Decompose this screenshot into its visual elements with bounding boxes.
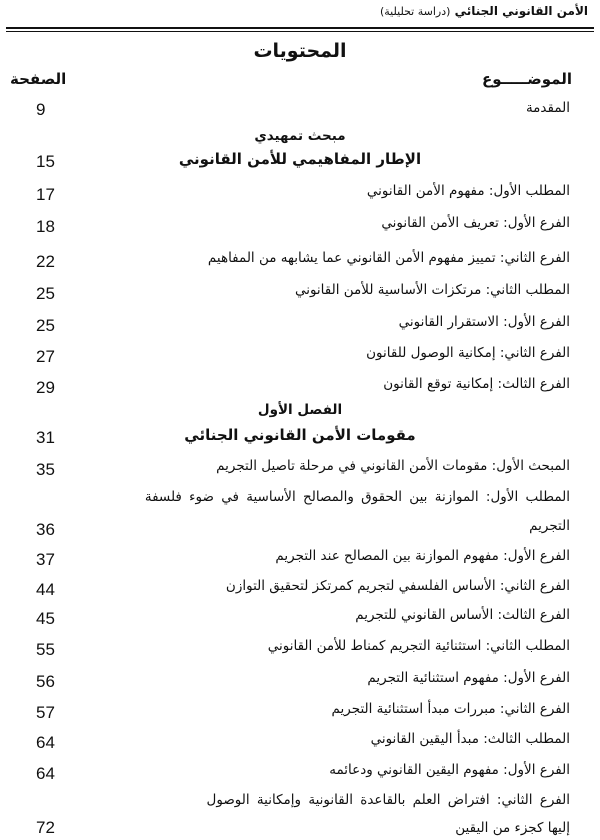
- toc-page-number: 22: [36, 252, 55, 271]
- column-header-page: الصفحة: [10, 70, 67, 88]
- toc-page-number: 15: [36, 152, 55, 171]
- toc-title: المحتويات: [253, 40, 347, 62]
- toc-entry-continued[interactable]: إليها كجزء من اليقين: [455, 820, 570, 836]
- toc-page-number: 44: [36, 580, 55, 599]
- toc-entry[interactable]: الفرع الأول: مفهوم الموازنة بين المصالح عند التجريم: [275, 548, 570, 564]
- running-header: [380, 4, 588, 18]
- toc-entry[interactable]: المطلب الثالث: مبدأ اليقين القانوني: [370, 731, 570, 747]
- toc-page-number: 25: [36, 284, 55, 303]
- toc-page-number: 31: [36, 428, 55, 447]
- toc-page-number: 45: [36, 609, 55, 628]
- toc-entry[interactable]: الفرع الأول: مفهوم اليقين القانوني ودعائمه: [329, 762, 570, 778]
- header-divider-thin: [6, 31, 594, 32]
- header-divider: [6, 27, 594, 29]
- toc-entry[interactable]: المطلب الأول: مفهوم الأمن القانوني: [366, 183, 570, 199]
- column-header-subject: الموضـــــوع: [481, 70, 572, 88]
- chapter-heading: الفصل الأول: [257, 402, 343, 418]
- toc-page-number: 64: [36, 764, 55, 783]
- toc-page-number: 17: [36, 185, 55, 204]
- chapter-heading[interactable]: مقومات الأمن القانوني الجنائي: [184, 426, 416, 444]
- toc-page-number: 64: [36, 733, 55, 752]
- toc-entry[interactable]: المطلب الأول: الموازنة بين الحقوق والمصالح الأساسية في ضوء فلسفة: [144, 489, 570, 505]
- toc-entry[interactable]: المطلب الثاني: مرتكزات الأساسية للأمن القانوني: [294, 282, 570, 298]
- toc-entry[interactable]: الفرع الثاني: افتراض العلم بالقاعدة القانونية وإمكانية الوصول: [206, 792, 570, 808]
- toc-page-number: 36: [36, 520, 55, 539]
- toc-entry-continued[interactable]: التجريم: [529, 518, 570, 534]
- toc-entry[interactable]: الفرع الثالث: إمكانية توقع القانون: [383, 376, 570, 392]
- toc-entry[interactable]: الفرع الثاني: تمييز مفهوم الأمن القانوني عما يشابهه من المفاهيم: [207, 250, 570, 266]
- toc-page-number: 56: [36, 672, 55, 691]
- toc-page-number: 37: [36, 550, 55, 569]
- toc-page-number: 55: [36, 640, 55, 659]
- toc-entry[interactable]: المقدمة: [525, 100, 570, 116]
- toc-page-number: 29: [36, 378, 55, 397]
- toc-entry[interactable]: المبحث الأول: مقومات الأمن القانوني في مرحلة تاصيل التجريم: [216, 458, 570, 474]
- toc-entry[interactable]: المطلب الثاني: استثنائية التجريم كمناط للأمن القانوني: [267, 638, 570, 654]
- toc-entry[interactable]: الفرع الأول: تعريف الأمن القانوني: [381, 215, 570, 231]
- book-subtitle: (دراسة تحليلية): [379, 5, 451, 18]
- toc-page-number: 18: [36, 217, 55, 236]
- book-title: الأمن القانوني الجنائي: [454, 4, 588, 18]
- section-heading[interactable]: الإطار المفاهيمي للأمن القانوني: [178, 150, 422, 168]
- toc-entry[interactable]: الفرع الثالث: الأساس القانوني للتجريم: [355, 607, 570, 623]
- toc-entry[interactable]: الفرع الثاني: إمكانية الوصول للقانون: [366, 345, 570, 361]
- toc-entry[interactable]: الفرع الثاني: مبررات مبدأ استثنائية التجريم: [331, 701, 570, 717]
- toc-entry[interactable]: الفرع الأول: مفهوم استثنائية التجريم: [367, 670, 570, 686]
- toc-page-number: 35: [36, 460, 55, 479]
- toc-page-number: 9: [36, 100, 46, 119]
- toc-entry[interactable]: الفرع الثاني: الأساس الفلسفي لتجريم كمرتكز لتحقيق التوازن: [225, 578, 570, 594]
- toc-page-number: 72: [36, 818, 55, 837]
- toc-entry[interactable]: الفرع الأول: الاستقرار القانوني: [398, 314, 570, 330]
- section-heading: مبحث تمهيدي: [254, 128, 346, 144]
- toc-page-number: 57: [36, 703, 55, 722]
- toc-page-number: 25: [36, 316, 55, 335]
- toc-page-number: 27: [36, 347, 55, 366]
